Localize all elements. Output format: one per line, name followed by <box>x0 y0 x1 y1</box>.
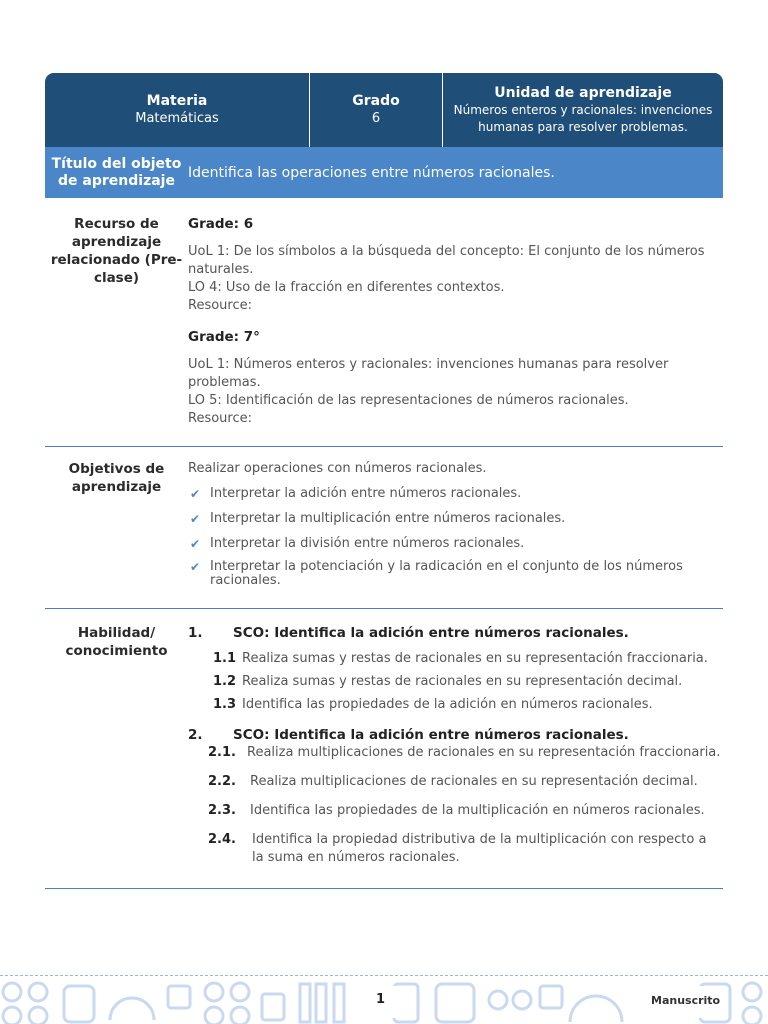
recurso-body <box>188 215 723 446</box>
sco1-list <box>188 650 723 714</box>
grade7-uol: UoL 1: Números enteros y racionales: invenciones humanas para resolver problemas. <box>188 357 669 390</box>
checkmark-icon: ✔ <box>190 560 201 574</box>
grade7-title: Grade: 7° <box>188 329 260 345</box>
list-item <box>188 560 723 588</box>
grade7-block <box>188 356 723 428</box>
materia-label: Materia <box>146 93 208 109</box>
list-item <box>208 802 723 820</box>
list-item <box>188 510 723 528</box>
objetivos-row <box>45 447 723 609</box>
lesson-sheet <box>45 73 723 889</box>
grade6-lo: LO 4: Uso de la fracción en diferentes contextos. <box>188 280 505 295</box>
title-row-label: Título del objeto de aprendizaje <box>51 155 182 189</box>
item-text: Identifica las propiedades de la adición en números racionales. <box>242 697 653 712</box>
unidad-value: Números enteros y racionales: invenciones humanas para resolver problemas. <box>453 102 713 134</box>
item-text: Identifica las propiedades de la multiplicación en números racionales. <box>250 803 705 818</box>
checkmark-icon: ✔ <box>190 537 201 551</box>
grade7-lo: LO 5: Identificación de las representaciones de números racionales. <box>188 393 629 408</box>
habilidad-label: Habilidad/ conocimiento <box>65 625 168 659</box>
item-number: 2.2. <box>208 774 236 789</box>
materia-value: Matemáticas <box>135 111 219 126</box>
sco1-number: 1. <box>188 625 203 641</box>
recurso-row <box>45 198 723 447</box>
objetivo-text: Interpretar la potenciación y la radicación en el conjunto de los números racionales. <box>210 559 683 588</box>
list-item <box>188 485 723 503</box>
sco1-text: SCO: Identifica la adición entre números racionales. <box>233 625 629 641</box>
objetivo-text: Interpretar la adición entre números racionales. <box>210 486 522 501</box>
habilidad-row <box>45 609 723 889</box>
list-item <box>208 744 723 762</box>
checkmark-icon: ✔ <box>190 512 201 526</box>
header-row <box>45 73 723 147</box>
grade6-uol: UoL 1: De los símbolos a la búsqueda del concepto: El conjunto de los números naturales. <box>188 244 705 277</box>
sco1-heading <box>188 624 723 642</box>
unidad-label: Unidad de aprendizaje <box>494 84 672 101</box>
sco2-text: SCO: Identifica la adición entre números racionales. <box>233 727 629 743</box>
objetivo-text: Interpretar la división entre números racionales. <box>210 536 525 551</box>
item-number: 1.1 <box>213 651 237 666</box>
title-row <box>45 147 723 198</box>
page-number: 1 <box>376 992 386 1007</box>
unidad-cell <box>443 73 723 147</box>
sco2-list <box>188 744 723 867</box>
grade6-title: Grade: 6 <box>188 216 254 232</box>
grado-value: 6 <box>371 111 381 126</box>
item-text: Realiza multiplicaciones de racionales en su representación decimal. <box>250 774 698 789</box>
objetivo-text: Interpretar la multiplicación entre números racionales. <box>210 511 566 526</box>
item-number: 2.4. <box>208 832 236 847</box>
grade7-resource: Resource: <box>188 411 252 426</box>
sco2-heading <box>188 726 723 744</box>
grado-label: Grado <box>352 93 400 109</box>
list-item <box>208 831 723 867</box>
materia-cell <box>45 73 310 147</box>
item-number: 2.3. <box>208 803 236 818</box>
item-text: Realiza sumas y restas de racionales en su representación fraccionaria. <box>242 651 708 666</box>
list-item <box>213 696 723 714</box>
item-text: Realiza multiplicaciones de racionales en su representación fraccionaria. <box>247 745 721 760</box>
title-row-value: Identifica las operaciones entre números racionales. <box>188 164 555 181</box>
grade6-block <box>188 243 723 315</box>
list-item <box>208 773 723 791</box>
footer-divider <box>0 975 768 976</box>
list-item <box>188 535 723 553</box>
item-text: Realiza sumas y restas de racionales en su representación decimal. <box>242 674 683 689</box>
item-number: 1.2 <box>213 674 237 689</box>
objetivos-list <box>188 485 723 588</box>
item-number: 1.3 <box>213 697 237 712</box>
brand-label: Manuscrito <box>651 994 721 1007</box>
recurso-label: Recurso de aprendizaje relacionado (Pre-clase) <box>50 216 183 286</box>
item-text: Identifica la propiedad distributiva de la multiplicación con respecto a la suma en números racionales. <box>252 832 707 865</box>
item-number: 2.1. <box>208 745 236 760</box>
grade6-resource: Resource: <box>188 298 252 313</box>
list-item <box>213 673 723 691</box>
habilidad-body <box>188 624 723 888</box>
checkmark-icon: ✔ <box>190 487 201 501</box>
grado-cell <box>310 73 443 147</box>
objetivos-body <box>188 460 723 608</box>
objetivos-intro: Realizar operaciones con números racionales. <box>188 461 487 476</box>
objetivos-label: Objetivos de aprendizaje <box>68 461 165 495</box>
list-item <box>213 650 723 668</box>
sco2-number: 2. <box>188 727 203 743</box>
